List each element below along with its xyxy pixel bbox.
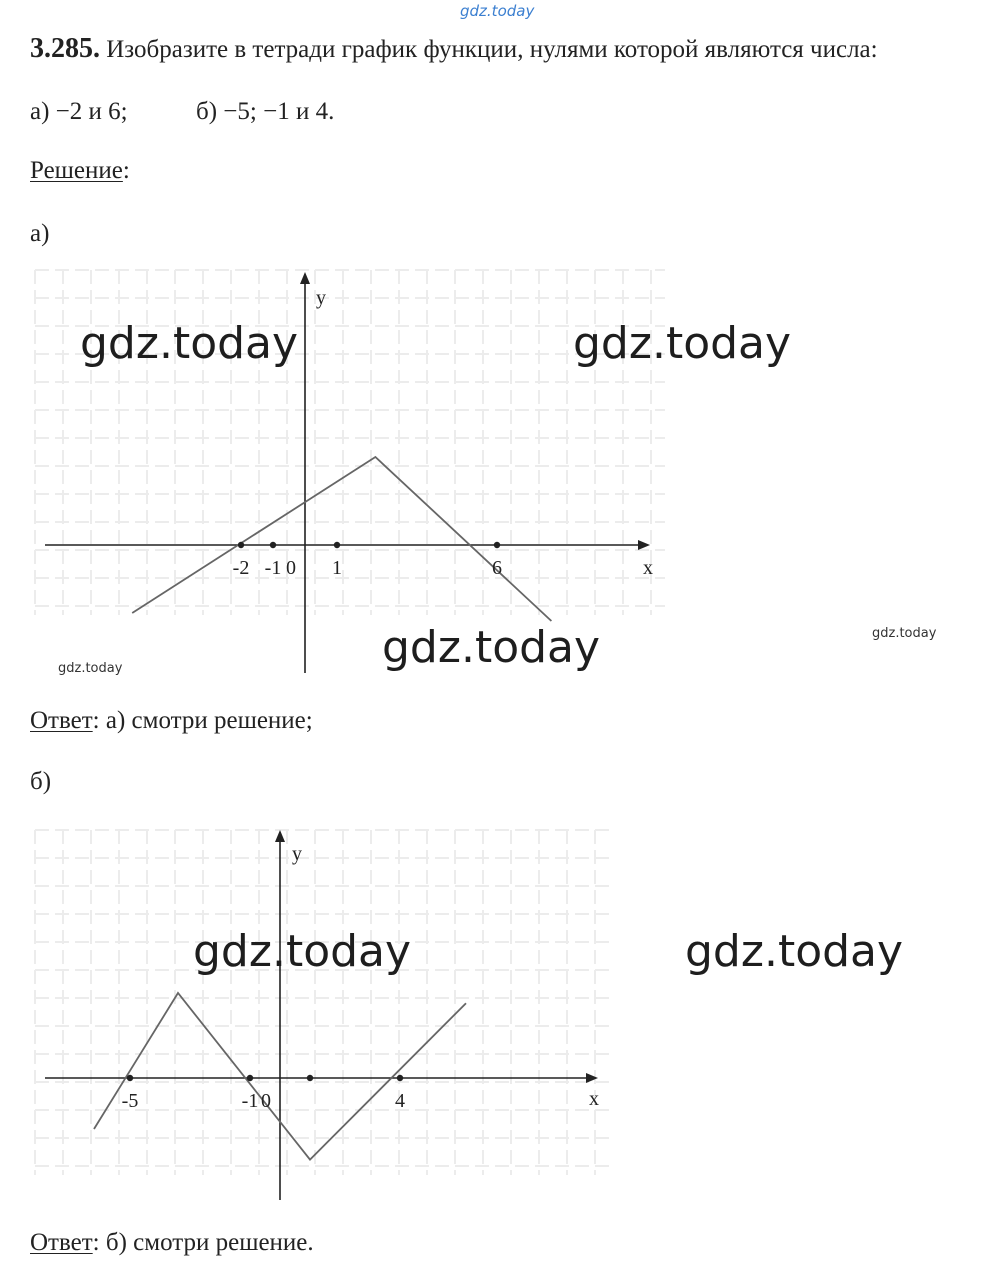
axis-point bbox=[494, 542, 500, 548]
x-axis-label: x bbox=[643, 557, 653, 579]
answer-label: Ответ bbox=[30, 707, 93, 734]
axis-point bbox=[127, 1075, 133, 1081]
answer-a bbox=[30, 706, 313, 736]
watermark-large: gdz.today bbox=[573, 318, 792, 369]
watermark-large: gdz.today bbox=[193, 926, 412, 977]
axis-point bbox=[307, 1075, 313, 1081]
solution-label: Решение bbox=[30, 157, 123, 184]
watermark-large: gdz.today bbox=[80, 318, 299, 369]
x-tick-label: 4 bbox=[395, 1090, 405, 1112]
part-b-label: б) bbox=[30, 768, 52, 795]
y-axis-label: y bbox=[316, 287, 326, 309]
watermark-large: gdz.today bbox=[685, 926, 904, 977]
answer-b bbox=[30, 1228, 314, 1258]
axis-point bbox=[247, 1075, 253, 1081]
function-graph bbox=[132, 457, 551, 621]
watermark-small: gdz.today bbox=[872, 626, 937, 641]
x-tick-label: 6 bbox=[492, 557, 502, 579]
axis-point bbox=[238, 542, 244, 548]
answer-a-text: : а) смотри решение; bbox=[92, 707, 313, 734]
x-tick-label: 1 bbox=[332, 557, 342, 579]
x-axis-arrow bbox=[638, 540, 650, 550]
axis-point bbox=[397, 1075, 403, 1081]
graph-b bbox=[0, 810, 640, 1210]
watermark-large: gdz.today bbox=[382, 622, 601, 673]
x-tick-label: 0 bbox=[261, 1090, 271, 1112]
part-a-label: а) bbox=[30, 220, 50, 247]
problem-part-b: б) −5; −1 и 4. bbox=[196, 98, 335, 125]
x-tick-label: -1 bbox=[264, 557, 282, 579]
solution-colon: : bbox=[122, 157, 130, 184]
problem-part-a: а) −2 и 6; bbox=[30, 98, 128, 125]
problem-statement bbox=[30, 34, 878, 65]
axis-point bbox=[334, 542, 340, 548]
solution-heading bbox=[30, 156, 130, 186]
watermark-small: gdz.today bbox=[58, 661, 123, 676]
problem-number: 3.285. bbox=[30, 33, 100, 64]
watermark-top: gdz.today bbox=[460, 2, 535, 20]
y-axis-arrow bbox=[300, 272, 310, 284]
x-axis-label: x bbox=[589, 1088, 599, 1110]
answer-b-text: : б) смотри решение. bbox=[92, 1229, 314, 1256]
grid bbox=[35, 830, 612, 1175]
answer-label: Ответ bbox=[30, 1229, 93, 1256]
x-tick-label: -5 bbox=[121, 1090, 139, 1112]
x-tick-label: -2 bbox=[232, 557, 250, 579]
axis-point bbox=[270, 542, 276, 548]
problem-text: Изобразите в тетради график функции, нулями которой являются числа: bbox=[106, 36, 878, 63]
y-axis-arrow bbox=[275, 830, 285, 842]
x-tick-label: -1 bbox=[241, 1090, 259, 1112]
x-tick-label: 0 bbox=[286, 557, 296, 579]
y-axis-label: y bbox=[292, 843, 302, 865]
